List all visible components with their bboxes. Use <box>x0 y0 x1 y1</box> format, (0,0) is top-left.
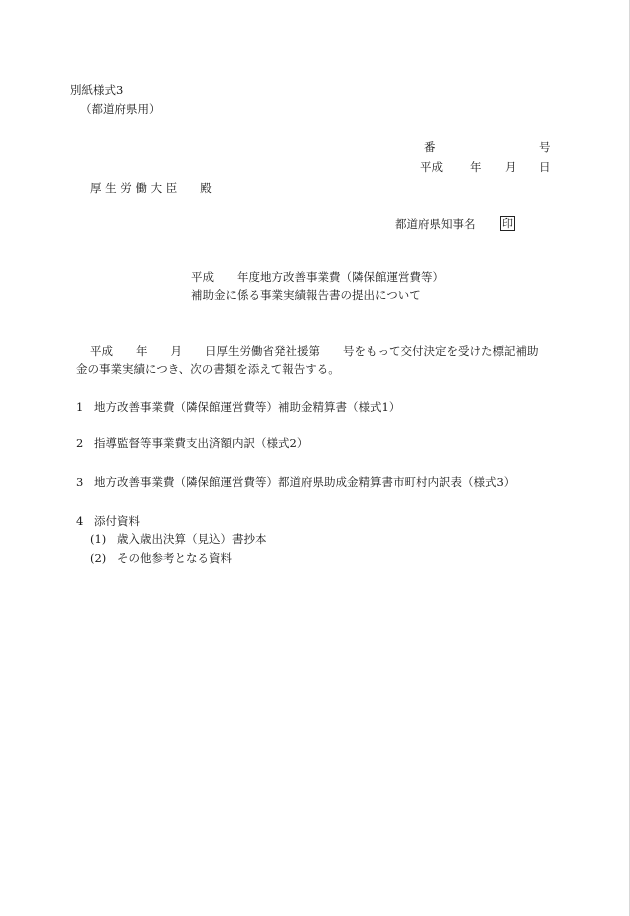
subitem-2-text: その他参考となる資料 <box>117 551 232 565</box>
subitem-2-number: (2) <box>90 551 107 565</box>
date-month: 月 <box>505 160 517 174</box>
subject-line-2: 補助金に係る事業実績報告書の提出について <box>191 288 421 302</box>
addressee: 厚 生 労 働 大 臣 殿 <box>90 181 212 195</box>
list-item-3-number: 3 <box>76 475 84 489</box>
list-item-3-text: 地方改善事業費（隣保館運営費等）都道府県助成金精算書市町村内訳表（様式3） <box>94 475 516 489</box>
date-day: 日 <box>539 160 551 174</box>
list-item-1-text: 地方改善事業費（隣保館運営費等）補助金精算書（様式1） <box>94 400 401 414</box>
seal-text: 印 <box>502 217 513 230</box>
list-item-4-text: 添付資料 <box>94 514 140 528</box>
sender-title: 都道府県知事名 <box>395 217 476 231</box>
subject-line-1: 平成 年度地方改善事業費（隣保館運営費等） <box>191 270 444 284</box>
form-usage: （都道府県用） <box>80 102 161 116</box>
date-era: 平成 <box>420 160 443 174</box>
subitem-1-text: 歳入歳出決算（見込）書抄本 <box>117 532 267 546</box>
seal-mark <box>500 216 515 231</box>
body-line-1: 平成 年 月 日厚生労働省発社援第 号をもって交付決定を受けた標記補助 <box>90 344 539 358</box>
doc-number-ban: 番 <box>424 140 436 154</box>
subitem-1-number: (1) <box>90 532 107 546</box>
list-item-2-text: 指導監督等事業費支出済額内訳（様式2） <box>94 436 309 450</box>
list-item-2-number: 2 <box>76 436 84 450</box>
form-number: 別紙様式3 <box>70 83 124 97</box>
doc-number-go: 号 <box>539 140 551 154</box>
body-line-2: 金の事業実績につき、次の書類を添えて報告する。 <box>76 362 340 376</box>
date-year: 年 <box>470 160 482 174</box>
list-item-4-number: 4 <box>76 514 84 528</box>
list-item-1-number: 1 <box>76 400 84 414</box>
